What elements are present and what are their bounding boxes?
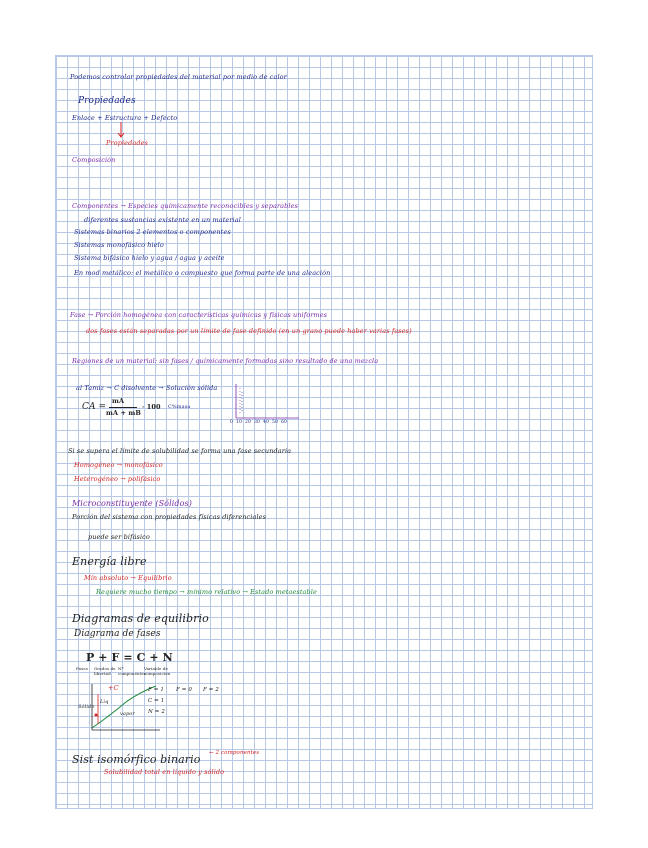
down-arrow-icon [116,122,126,140]
composicion-line: Composición [72,156,116,164]
liq-label: Liq [100,699,109,705]
componentes-line: Componentes → Especies químicamente reconocibles y separables [72,202,298,210]
c1-label: C = 1 [148,698,165,704]
ca-formula-numerator: mA [112,397,125,405]
porcion-sistema-line: Porción del sistema con propiedades físicas diferenciales [72,513,267,521]
ca-formula-lhs: CA = [82,402,107,412]
n2-label: N = 2 [148,709,165,715]
f0-label: F = 0 [176,687,192,693]
ca-formula-mult: · 100 [142,403,161,411]
diagramas-heading: Diagramas de equilibrio [72,612,209,625]
regiones-line: Regiones de un material: sin fases / químicamente formadas sino resultado de una mezcla [72,357,379,365]
propiedades-heading: Propiedades [78,96,136,106]
sistema-isomorfico-heading: Sist isomórfico binario [72,753,201,766]
tick-label: 20 [245,420,251,425]
microconstituyente-line: Microconstituyente (Sólidos) [72,499,192,508]
tick-label: 0 [230,420,233,425]
fase-line: Fase → Porción homogénea con características químicas y físicas uniformes [70,311,328,319]
dos-componentes-note: ← 2 componentes [209,750,260,756]
ca-formula-denominator: mA + mB [106,409,141,417]
phase-rule-label: Grados de libertad [94,666,116,676]
solido-label: Sólido [78,704,95,710]
c-marker-label: +C [108,684,119,692]
puede-ser-line: puede ser bifásico [88,533,150,541]
homogeneo-line: Homogéneo → monofásico [74,461,163,469]
tick-label: 40 [263,420,269,425]
propiedades-result: Propiedades [106,139,148,147]
tick-label: 60 [281,420,287,425]
enlace-line: Enlace + Estructura + Defecto [72,114,178,122]
tick-label: 10 [236,420,242,425]
si-se-supera-line: Si se supera el límite de solubilidad se forma una fase secundaria [68,447,292,455]
phase-rule-labels [76,666,196,682]
vapor-label: vapor [120,711,135,717]
diagrama-fases-line: Diagrama de fases [74,629,161,639]
intro-line: Podemos controlar propiedades del material por medio de calor [70,73,287,81]
diferentes-line: diferentes sustancias existente en un material [84,216,241,224]
solucion-solida-line: al Tamiz → C disolvente → Solución sólida [76,384,218,392]
ca-formula [82,396,202,424]
requiere-line: Requiere mucho tiempo → mínimo relativo → Estado metaestable [96,588,317,596]
dos-fases-line: dos fases están separadas por un límite de fase definido (en un grano puede haber varias fases) [86,327,412,335]
phase-rule-label: Fases [76,666,88,671]
ca-formula-unit: C%masa [168,404,191,410]
min-absoluto-line: Mín absoluto → Equilibrio [84,574,172,582]
fraction-bar [109,407,137,408]
phase-rule-formula: P + F = C + N [86,651,173,664]
tick-label: 50 [272,420,278,425]
phase-rule-label: Variable de composición [144,666,171,676]
energia-libre-heading: Energía libre [72,555,147,568]
graph-paper-sheet [55,55,593,809]
f2-label: F = 2 [203,687,219,693]
heterogeneo-line: Heterogéneo → polifásico [74,475,161,483]
sistemas-binarios-line: Sistemas binarios 2 elementos o componentes [74,228,231,236]
metalico-line: En mod metálico: el metálico o compuesto que forma parte de una aleación [74,269,331,277]
sistema-bifasico-line: Sistema bifásico hielo y agua / agua y aceite [74,254,225,262]
small-chart-ticks [230,418,287,427]
phase-rule-label: Nº componentes [118,666,147,676]
solubilidad-total-line: Solubilidad total en líquido y sólido [104,768,225,776]
tick-label: 30 [254,420,260,425]
sistemas-monofasico-line: Sistemas monofásico hielo [74,241,164,249]
f1-label: F = 1 [148,687,164,693]
